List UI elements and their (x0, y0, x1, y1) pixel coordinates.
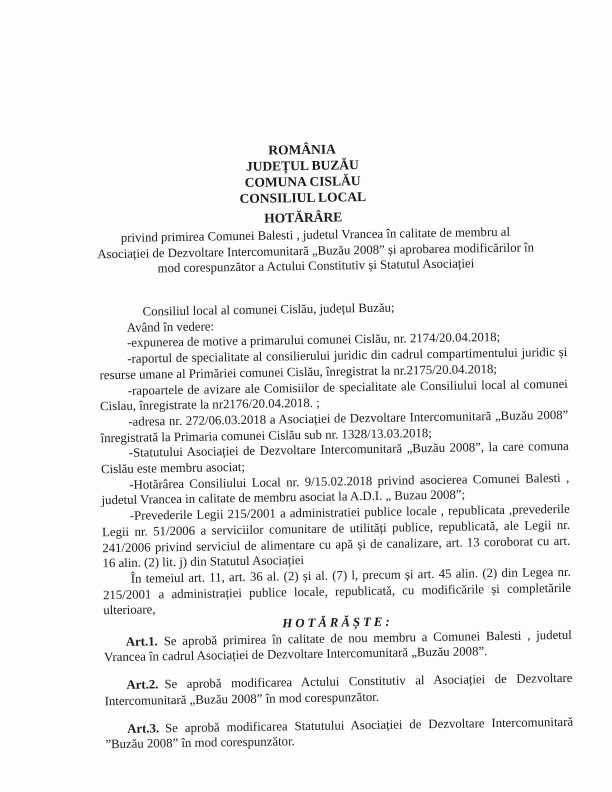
header-council: CONSILIUL LOCAL (239, 189, 367, 207)
article-text: Se aprobă modificarea Actului Constitutiv al Asociației de Dezvoltare Intercomunitară „Buzău 2008” în mod corespunzător. (104, 671, 573, 709)
decides-heading: HOTĂRĂȘTE: (282, 614, 393, 631)
document-title: HOTĂRÂRE (264, 209, 343, 226)
preamble-item: -adresa nr. 272/06.03.2018 a Asociației de Dezvoltare Intercomunitară „Buzău 2008” înregistrată la Primaria comunei Cislău sub nr. 1328/13.03.2018; (100, 407, 569, 445)
header-commune: COMUNA CISLĂU (244, 173, 361, 190)
article-label: Art.3. (127, 720, 160, 736)
preamble-council: Consiliul local al comunei Cislău, județul Buzău; (142, 300, 395, 319)
document-subtitle: privind primirea Comunei Balesti , judetul Vrancea în calitate de membru al Asociației de Dezvoltare Intercomunitară „Buzău 2008” și aprobarea modificărilor în mod corespunzător a Actului Constitutiv și Statutul Asociației (97, 224, 535, 276)
header-country: ROMÂNIA (268, 141, 336, 158)
preamble-item: -expunerea de motive a primarului comunei Cislău, nr. 2174/20.04.2018; (126, 330, 501, 351)
article-text: Se aprobă primirea în calitate de nou membru a Comunei Balesti , judetul Vrancea în cadrul Asociației de Dezvoltare Intercomunitară „Buzău 2008”. (103, 627, 572, 665)
header-county: JUDEȚUL BUZĂU (245, 157, 359, 174)
preamble-item: -Statutului Asociației de Dezvoltare Intercomunitară „Buzău 2008”, la care comuna Cislău este membru asociat; (100, 439, 569, 477)
article-label: Art.2. (126, 677, 159, 693)
preamble-item: -Hotărârea Consiliului Local nr. 9/15.02.2018 privind asocierea Comunei Balesti , judetul Vrancea in calitate de membru asociat la A.D.I. „ Buzau 2008”; (101, 470, 570, 508)
document-header (0, 137, 609, 211)
article-text: Se aprobă modificarea Statutului Asociației de Dezvoltare Intercomunitară ”Buzău 2008” în mod corespunzător. (105, 714, 574, 752)
article-label: Art.1. (125, 634, 158, 649)
preamble-item: -raportul de specialitate al consilierului juridic din cadrul compartimentului juridic și resurse umane al Primăriei comunei Cislău, înregistrat la nr.2175/20.04.2018; (99, 345, 568, 383)
preamble-item: -rapoartele de avizare ale Comisiilor de specialitate ale Consiliului local al comunei Cislau, înregistrate la nr2176/20.04.2018. ; (99, 376, 568, 414)
preamble-item: -Prevederile Legii 215/2001 a administratiei publice locale , republicata ,prevederile Legii nr. 51/2006 a serviciilor comunitare de utilități publice, republicată, ale Legii nr. 241/2006 privind serviciul de alimentare cu apă și de canalizare, art. 13 coroborat cu art. 16 alin. (2) lit. j) din Statutul Asociației (101, 502, 571, 571)
preamble-considering: Având în vedere: (126, 319, 215, 335)
article-3 (105, 714, 573, 753)
document-body (98, 298, 573, 753)
legal-basis: În temeiul art. 11, art. 36 al. (2) și al. (7) l, precum și art. 45 alin. (2) din Legea nr. 215/2001 a administrației publice locale, republicată, cu modificările și completările ulterioare, (102, 564, 572, 618)
